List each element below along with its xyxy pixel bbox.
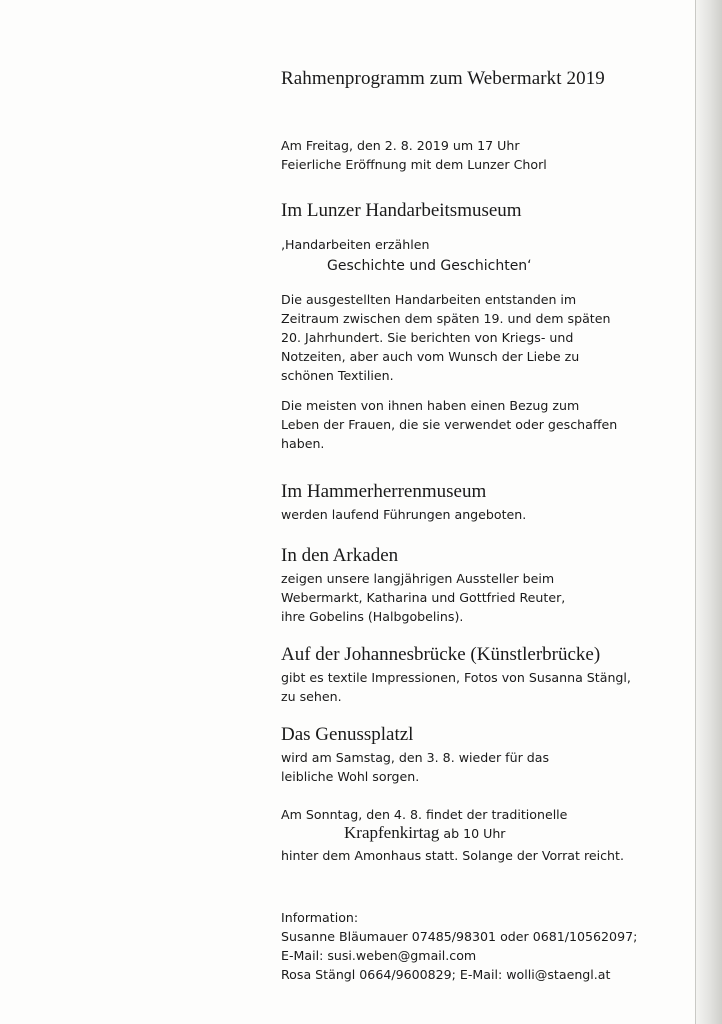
- quote-block: [281, 235, 429, 254]
- event-time: ab 10 Uhr: [443, 826, 506, 841]
- arkaden-text: [281, 569, 565, 626]
- paragraph-line: hinter dem Amonhaus statt. Solange der Vorrat reicht.: [281, 848, 624, 863]
- quote-line: Geschichte und Geschichten‘: [327, 258, 532, 274]
- section-heading-genussplatzl: Das Genussplatzl: [281, 724, 414, 745]
- quote-block-indented: [327, 258, 532, 274]
- opening-line: Feierliche Eröffnung mit dem Lunzer Chorl: [281, 157, 547, 172]
- event-name: Krapfenkirtag: [344, 823, 440, 842]
- paragraph-women: [281, 396, 617, 453]
- hammerherrenmuseum-text: [281, 505, 526, 524]
- paragraph-line: 20. Jahrhundert. Sie berichten von Kriegs- und: [281, 330, 574, 345]
- paragraph-line: Die ausgestellten Handarbeiten entstanden im: [281, 292, 577, 307]
- paragraph-line: Am Sonntag, den 4. 8. findet der traditionelle: [281, 807, 568, 822]
- paragraph-line: schönen Textilien.: [281, 368, 394, 383]
- paragraph-line: ihre Gobelins (Halbgobelins).: [281, 609, 464, 624]
- section-heading-arkaden: In den Arkaden: [281, 545, 399, 566]
- genussplatzl-text: [281, 748, 549, 786]
- paragraph-line: leibliche Wohl sorgen.: [281, 769, 420, 784]
- sonntag-location-line: [281, 846, 624, 865]
- paragraph-line: gibt es textile Impressionen, Fotos von Susanna Stängl,: [281, 670, 631, 685]
- paragraph-line: haben.: [281, 436, 325, 451]
- opening-line: Am Freitag, den 2. 8. 2019 um 17 Uhr: [281, 138, 520, 153]
- sonntag-line: [281, 805, 567, 824]
- paragraph-line: zeigen unsere langjährigen Aussteller beim: [281, 571, 555, 586]
- information-line: E-Mail: susi.weben@gmail.com: [281, 948, 477, 963]
- document-title: Rahmenprogramm zum Webermarkt 2019: [281, 68, 605, 89]
- sonntag-event-line: [344, 823, 505, 843]
- paragraph-line: Leben der Frauen, die sie verwendet oder geschaffen: [281, 417, 618, 432]
- section-heading-johannesbruecke: Auf der Johannesbrücke (Künstlerbrücke): [281, 644, 601, 665]
- information-block: [281, 908, 637, 984]
- paragraph-line: Notzeiten, aber auch vom Wunsch der Liebe zu: [281, 349, 580, 364]
- information-line: Susanne Bläumauer 07485/98301 oder 0681/10562097;: [281, 929, 638, 944]
- section-heading-hammerherrenmuseum: Im Hammerherrenmuseum: [281, 481, 487, 502]
- paragraph-line: Zeitraum zwischen dem späten 19. und dem späten: [281, 311, 611, 326]
- paragraph-line: Die meisten von ihnen haben einen Bezug zum: [281, 398, 580, 413]
- paragraph-line: wird am Samstag, den 3. 8. wieder für das: [281, 750, 550, 765]
- paragraph-line: werden laufend Führungen angeboten.: [281, 507, 527, 522]
- information-label: Information:: [281, 910, 359, 925]
- page-edge-shadow: [695, 0, 722, 1024]
- opening-block: [281, 136, 547, 174]
- information-line: Rosa Stängl 0664/9600829; E-Mail: wolli@staengl.at: [281, 967, 611, 982]
- quote-line: ‚Handarbeiten erzählen: [281, 237, 430, 252]
- section-heading-handarbeitsmuseum: Im Lunzer Handarbeitsmuseum: [281, 200, 522, 221]
- paragraph-line: zu sehen.: [281, 689, 342, 704]
- paragraph-line: Webermarkt, Katharina und Gottfried Reuter,: [281, 590, 566, 605]
- paragraph-history: [281, 290, 610, 385]
- johannesbruecke-text: [281, 668, 631, 706]
